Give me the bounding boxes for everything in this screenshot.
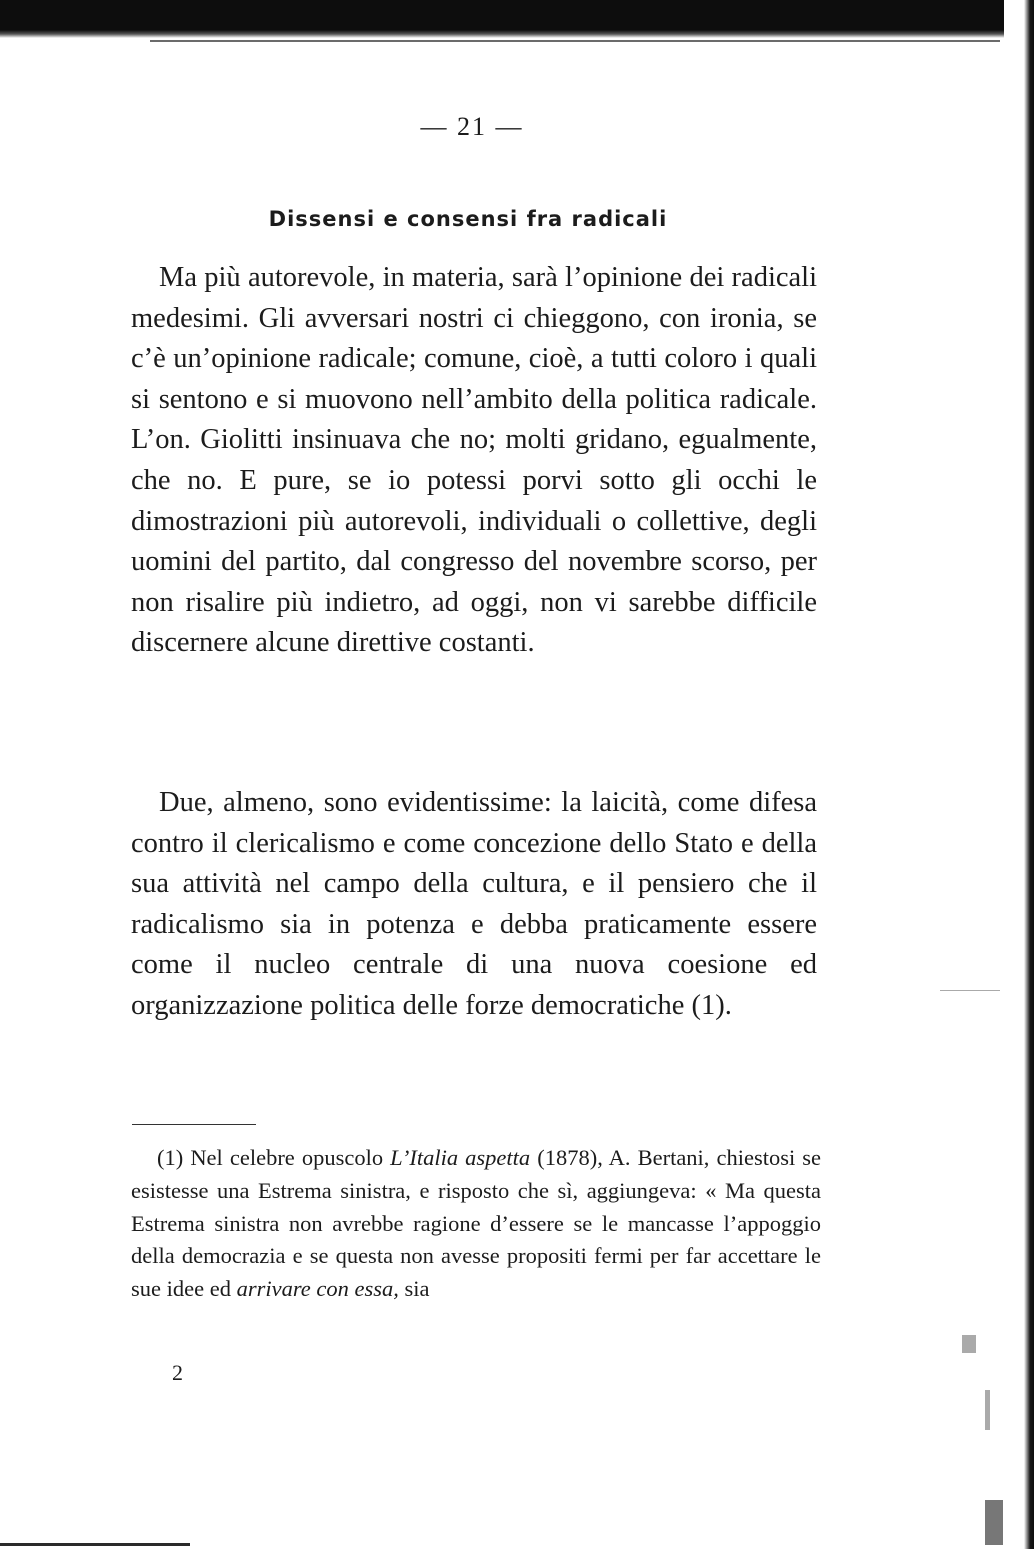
scan-smudge (985, 1390, 990, 1430)
footnote-text-middle: (1878), A. Bertani, chiestosi se esistesse una Estrema sinistra, e risposto che sì, aggiungeva: « Ma questa Estrema sinistra non avrebbe ragione d’essere se le mancasse l’appoggio della democrazia e se questa non avesse propositi fermi per far accettare le sue idee ed (131, 1145, 822, 1302)
scan-top-edge (0, 0, 1034, 38)
scan-smudge (940, 990, 1000, 991)
footnote-italic-end: arrivare con essa, (236, 1276, 399, 1302)
scan-bottom-rule (0, 1543, 190, 1546)
paragraph-2-text: Due, almeno, sono evidentissime: la laicità, come difesa contro il clericalismo e come concezione dello Stato e della sua attività nel campo della cultura, e il pensiero che il radicalismo sia in potenza e debba praticamente essere come il nucleo centrale di una nuova coesione ed organizzazione politica delle forze democratiche (1). (131, 787, 817, 1021)
footnote-text-before: Nel celebre opuscolo (190, 1145, 384, 1170)
footnote (131, 1142, 821, 1306)
paragraph-1 (131, 258, 817, 664)
footnote-text-end: sia (404, 1276, 430, 1302)
page-title: Dissensi e consensi fra radicali (268, 207, 668, 231)
scan-right-edge (1004, 0, 1034, 1549)
page-number: — 21 — (420, 112, 524, 141)
scan-smudge (985, 1500, 1003, 1545)
signature-mark: 2 (172, 1360, 183, 1385)
footnote-divider (132, 1124, 256, 1125)
footnote-marker: (1) (157, 1145, 184, 1170)
paragraph-2 (131, 783, 817, 1027)
scan-top-rule (150, 40, 1000, 42)
paragraph-1-text: Ma più autorevole, in materia, sarà l’opinione dei radicali medesimi. Gli avversari nostri ci chieggono, con ironia, se c’è un’opinione radicale; comune, cioè, a tutti coloro i quali si sentono e si muovono nell’ambito della politica radicale. L’on. Giolitti insinuava che no; molti gridano, egualmente, che no. E pure, se io potessi porvi sotto gli occhi le dimostrazioni più autorevoli, individuali o collettive, degli uomini del partito, dal congresso del novembre scorso, per non risalire più indietro, ad oggi, non vi sarebbe difficile discernere alcune direttive costanti. (131, 262, 817, 659)
scan-smudge (962, 1335, 976, 1353)
footnote-title-italic: L’Italia aspetta (390, 1145, 531, 1170)
